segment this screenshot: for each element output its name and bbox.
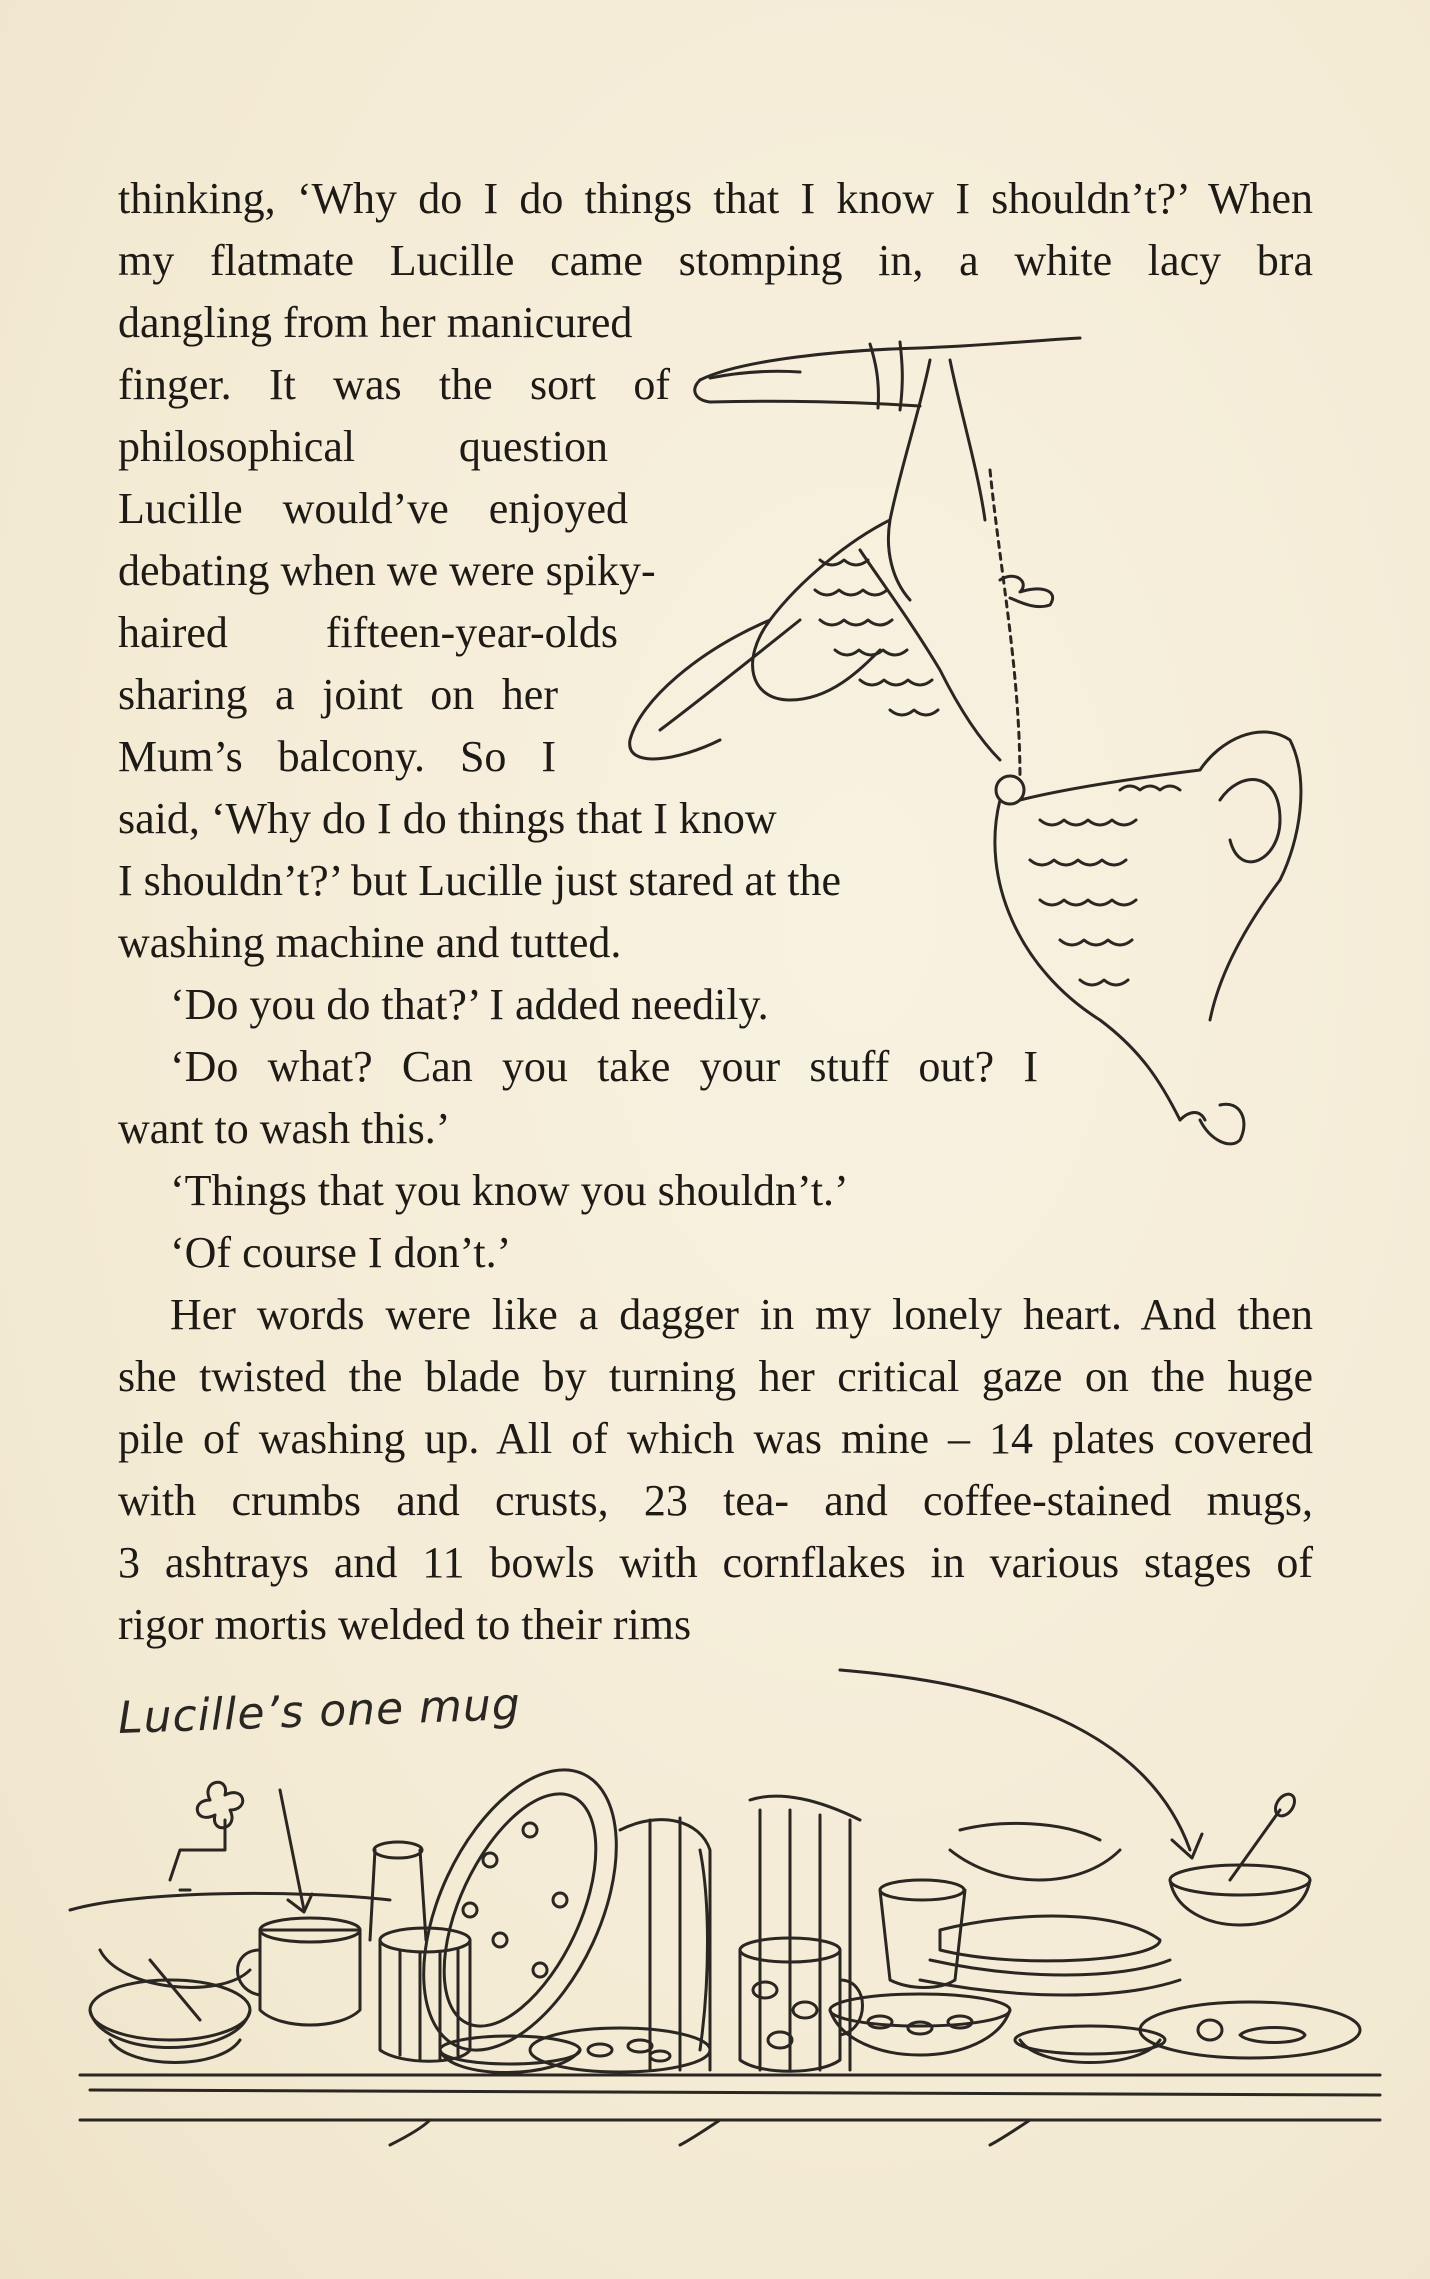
text-line: ‘Do you do that?’ I added needily.	[170, 980, 769, 1029]
text-line: pile of washing up. All of which was mine – 14 plates covered	[118, 1414, 1313, 1463]
text-line: finger. It was the sort of	[118, 360, 670, 409]
text-line: haired fifteen-year-olds	[118, 608, 618, 657]
text-line: debating when we were spiky-	[118, 546, 656, 595]
text-line: sharing a joint on her	[118, 670, 558, 719]
text-line: Mum’s balcony. So I	[118, 732, 556, 781]
text-line: Lucille would’ve enjoyed	[118, 484, 628, 533]
text-line: dangling from her manicured	[118, 298, 633, 347]
text-line: ‘Of course I don’t.’	[170, 1228, 512, 1277]
dishes-illustration	[60, 1650, 1390, 2150]
text-line: 3 ashtrays and 11 bowls with cornflakes in various stages of	[118, 1538, 1313, 1587]
text-line: Her words were like a dagger in my lonely heart. And then	[170, 1290, 1313, 1339]
text-line: philosophical question	[118, 422, 608, 471]
text-line: I shouldn’t?’ but Lucille just stared at the	[118, 856, 841, 905]
text-line: she twisted the blade by turning her critical gaze on the huge	[118, 1352, 1313, 1401]
text-line: said, ‘Why do I do things that I know	[118, 794, 777, 843]
text-line: ‘Do what? Can you take your stuff out? I	[170, 1042, 1038, 1091]
text-line: with crumbs and crusts, 23 tea- and coffee-stained mugs,	[118, 1476, 1313, 1525]
text-line: washing machine and tutted.	[118, 918, 622, 967]
text-line: ‘Things that you know you shouldn’t.’	[170, 1166, 849, 1215]
text-line: rigor mortis welded to their rims	[118, 1600, 692, 1649]
text-line: my flatmate Lucille came stomping in, a white lacy bra	[118, 236, 1313, 285]
text-line: thinking, ‘Why do I do things that I know I shouldn’t?’ When	[118, 174, 1313, 223]
text-line: want to wash this.’	[118, 1104, 451, 1153]
illustration-caption: Lucille’s one mug	[117, 1678, 522, 1745]
bra-illustration	[600, 320, 1320, 1160]
